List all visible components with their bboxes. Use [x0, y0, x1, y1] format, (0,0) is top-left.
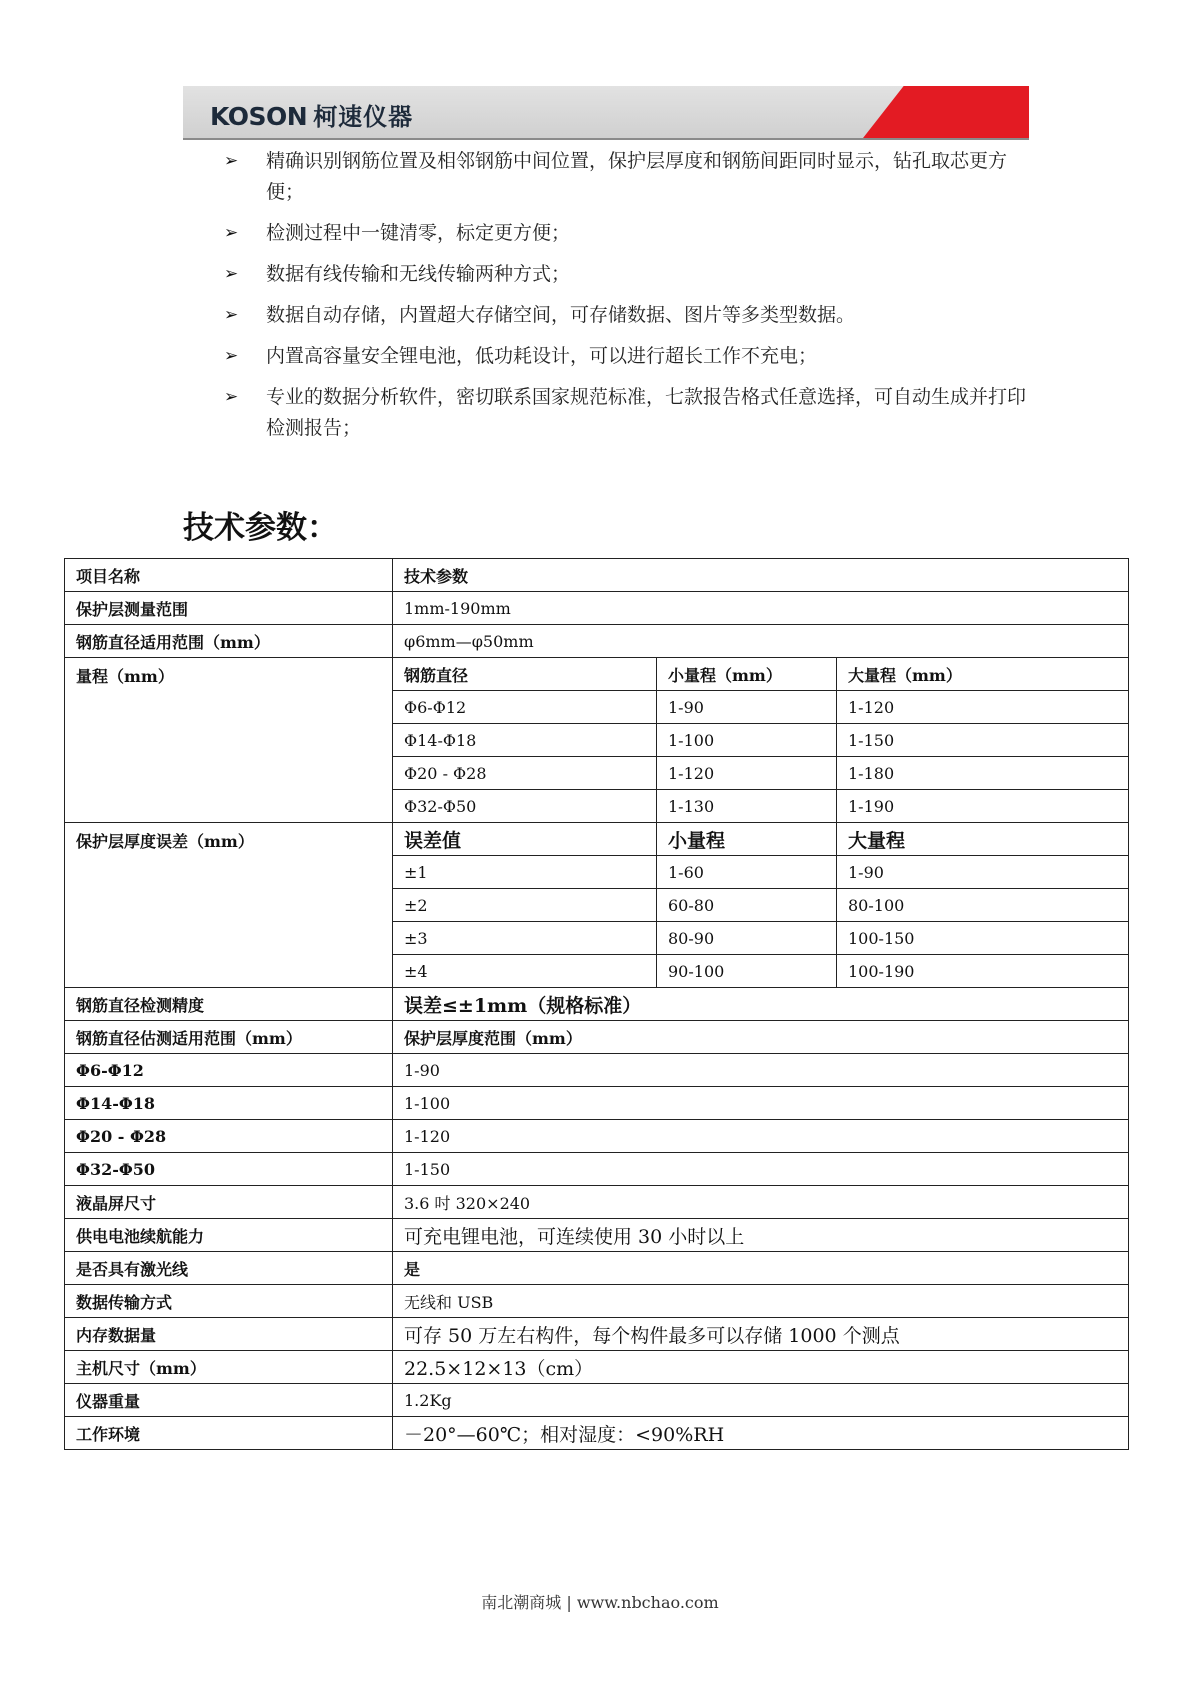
feature-item: ➢ 数据有线传输和无线传输两种方式； [224, 259, 1036, 290]
table-cell: 1-90 [393, 1054, 1129, 1087]
table-cell: 液晶屏尺寸 [65, 1186, 393, 1219]
table-cell: 内存数据量 [65, 1318, 393, 1351]
section-title: 技术参数： [183, 510, 338, 546]
table-cell: 1-150 [837, 724, 1129, 757]
table-cell: 保护层厚度误差（mm） [65, 823, 393, 988]
table-cell: 22.5×12×13（cm） [393, 1351, 1129, 1384]
arrowhead-bullet-icon: ➢ [224, 346, 239, 366]
header-banner [183, 86, 1029, 140]
table-cell: 钢筋直径检测精度 [65, 988, 393, 1021]
table-cell: 1-120 [657, 757, 837, 790]
arrowhead-bullet-icon: ➢ [224, 223, 239, 243]
table-cell: 100-150 [837, 922, 1129, 955]
banner-red-block [911, 86, 1029, 138]
table-cell: 误差≤±1mm（规格标准） [393, 988, 1129, 1021]
table-cell: 可充电锂电池，可连续使用 30 小时以上 [393, 1219, 1129, 1252]
table-cell: 大量程 [837, 823, 1129, 856]
table-cell: 量程（mm） [65, 658, 393, 823]
table-row [65, 1417, 1129, 1450]
table-cell: 1.2Kg [393, 1384, 1129, 1417]
table-cell: ±1 [393, 856, 657, 889]
table-cell: 钢筋直径 [393, 658, 657, 691]
table-cell: 小量程 [657, 823, 837, 856]
table-cell: 1-100 [393, 1087, 1129, 1120]
table-cell: 1-130 [657, 790, 837, 823]
table-cell: 技术参数 [393, 559, 1129, 592]
table-header-row [65, 559, 1129, 592]
table-cell: Φ14-Φ18 [393, 724, 657, 757]
feature-item: ➢ 内置高容量安全锂电池，低功耗设计，可以进行超长工作不充电； [224, 341, 1036, 372]
brand-name-en: KOSON [210, 102, 308, 131]
feature-item: ➢ 精确识别钢筋位置及相邻钢筋中间位置，保护层厚度和钢筋间距同时显示，钻孔取芯更方便； [224, 146, 1036, 208]
table-row [65, 823, 1129, 856]
table-cell: Φ32-Φ50 [393, 790, 657, 823]
feature-item: ➢ 数据自动存储，内置超大存储空间，可存储数据、图片等多类型数据。 [224, 300, 1036, 331]
table-cell: 90-100 [657, 955, 837, 988]
table-cell: 3.6 吋 320×240 [393, 1186, 1129, 1219]
table-cell: 数据传输方式 [65, 1285, 393, 1318]
table-cell: ±2 [393, 889, 657, 922]
table-row [65, 1351, 1129, 1384]
table-cell: Φ6-Φ12 [393, 691, 657, 724]
feature-item: ➢ 检测过程中一键清零，标定更方便； [224, 218, 1036, 249]
table-cell: 小量程（mm） [657, 658, 837, 691]
table-cell: φ6mm—φ50mm [393, 625, 1129, 658]
table-cell: 1-120 [393, 1120, 1129, 1153]
table-cell: ±3 [393, 922, 657, 955]
table-cell: Φ6-Φ12 [65, 1054, 393, 1087]
table-row [65, 625, 1129, 658]
table-cell: 80-100 [837, 889, 1129, 922]
table-cell: 仪器重量 [65, 1384, 393, 1417]
table-row [65, 1318, 1129, 1351]
table-row [65, 1087, 1129, 1120]
table-cell: 可存 50 万左右构件，每个构件最多可以存储 1000 个测点 [393, 1318, 1129, 1351]
table-cell: Φ20 - Φ28 [65, 1120, 393, 1153]
brand-name-cn: 柯速仪器 [313, 103, 414, 131]
table-cell: 1-120 [837, 691, 1129, 724]
table-row [65, 1153, 1129, 1186]
table-cell: 供电电池续航能力 [65, 1219, 393, 1252]
table-cell: 是 [393, 1252, 1129, 1285]
brand-logo [210, 97, 413, 132]
table-cell: 1-190 [837, 790, 1129, 823]
table-cell: 工作环境 [65, 1417, 393, 1450]
table-cell: 1-180 [837, 757, 1129, 790]
table-cell: 大量程（mm） [837, 658, 1129, 691]
table-row [65, 658, 1129, 691]
feature-list [224, 146, 1036, 454]
page-footer: 南北潮商城 | www.nbchao.com [481, 1593, 719, 1612]
arrowhead-bullet-icon: ➢ [224, 151, 239, 171]
table-row [65, 1186, 1129, 1219]
table-row [65, 1252, 1129, 1285]
table-cell: 主机尺寸（mm） [65, 1351, 393, 1384]
table-cell: 误差值 [393, 823, 657, 856]
table-cell: 是否具有激光线 [65, 1252, 393, 1285]
table-cell: 项目名称 [65, 559, 393, 592]
arrowhead-bullet-icon: ➢ [224, 264, 239, 284]
table-cell: Φ14-Φ18 [65, 1087, 393, 1120]
table-cell: 60-80 [657, 889, 837, 922]
table-cell: 1-60 [657, 856, 837, 889]
table-cell: 钢筋直径适用范围（mm） [65, 625, 393, 658]
table-cell: 80-90 [657, 922, 837, 955]
table-cell: 无线和 USB [393, 1285, 1129, 1318]
table-row [65, 1120, 1129, 1153]
table-row [65, 1021, 1129, 1054]
table-cell: 1-150 [393, 1153, 1129, 1186]
table-cell: 钢筋直径估测适用范围（mm） [65, 1021, 393, 1054]
table-cell: Φ20 - Φ28 [393, 757, 657, 790]
table-row [65, 988, 1129, 1021]
table-cell: Φ32-Φ50 [65, 1153, 393, 1186]
table-cell: 1-90 [837, 856, 1129, 889]
table-row [65, 1054, 1129, 1087]
table-row [65, 1219, 1129, 1252]
table-cell: －20°—60℃；相对湿度：<90%RH [393, 1417, 1129, 1450]
table-row [65, 1285, 1129, 1318]
arrowhead-bullet-icon: ➢ [224, 387, 239, 407]
table-row [65, 1384, 1129, 1417]
spec-table [64, 558, 1129, 1450]
table-cell: 1-100 [657, 724, 837, 757]
table-cell: ±4 [393, 955, 657, 988]
table-cell: 1-90 [657, 691, 837, 724]
table-cell: 100-190 [837, 955, 1129, 988]
table-cell: 1mm-190mm [393, 592, 1129, 625]
table-cell: 保护层测量范围 [65, 592, 393, 625]
arrowhead-bullet-icon: ➢ [224, 305, 239, 325]
table-row [65, 592, 1129, 625]
feature-item: ➢ 专业的数据分析软件，密切联系国家规范标准，七款报告格式任意选择，可自动生成并打印检测报告； [224, 382, 1036, 444]
table-cell: 保护层厚度范围（mm） [393, 1021, 1129, 1054]
